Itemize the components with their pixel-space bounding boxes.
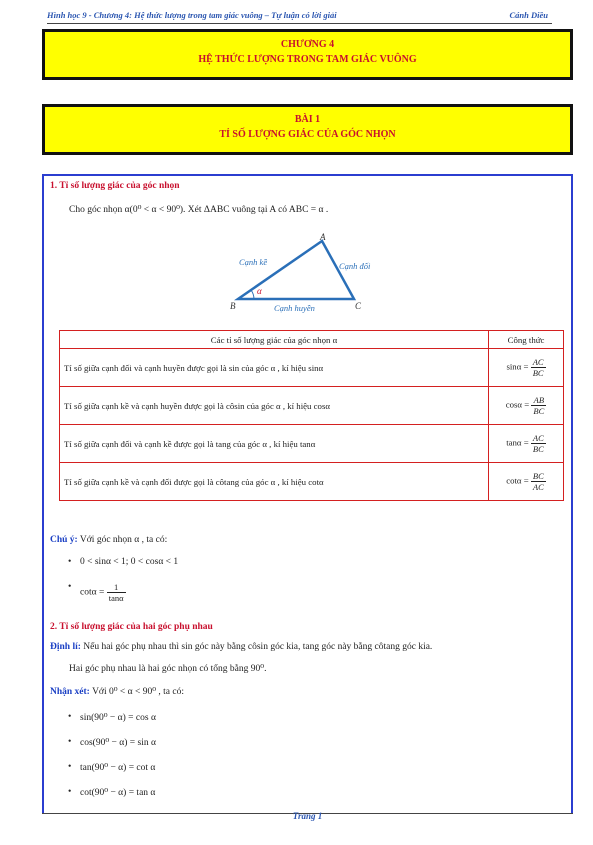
formula-item: • cot(90⁰ − α) = tan α [80,787,155,798]
label-hypotenuse: Cạnh huyền [274,303,315,313]
section2-title: 2. Tỉ số lượng giác của hai góc phụ nhau [50,622,213,632]
row-formula: cosα = $\frac{AB}{BC}$ [489,387,564,425]
page-number: Trang 1 [292,811,323,821]
angle-alpha: α [257,286,262,296]
note-bullet-2: • cotα = $\frac{1}{\tan\alpha}$ [80,582,126,603]
header-title: Hình học 9 - Chương 4: Hệ thức lượng trong tam giác vuông – Tự luận có lời giải [47,10,337,20]
lesson-banner [42,104,573,155]
formula-item: • tan(90⁰ − α) = cot α [80,762,155,773]
theorem-line: Định lí: Nếu hai góc phụ nhau thì sin góc này bằng côsin góc kia, tang góc này bằng côtang góc kia. [50,642,433,652]
theorem-label: Định lí: [50,642,81,652]
section1-title: 1. Tỉ số lượng giác của góc nhọn [50,181,180,191]
formula-item: • sin(90⁰ − α) = cos α [80,712,156,723]
row-formula: cotα = $\frac{BC}{AC}$ [489,463,564,501]
vertex-c: C [355,301,362,311]
header-publisher: Cánh Diều [509,10,548,20]
chapter-title: HỆ THỨC LƯỢNG TRONG TAM GIÁC VUÔNG [198,54,417,65]
vertex-a: A [320,232,326,242]
remark-line: Hai góc phụ nhau là hai góc nhọn có tổng bằng 90⁰. [69,664,267,674]
row-text: Tỉ số giữa cạnh kề và cạnh đối được gọi là côtang của góc α , kí hiệu cotα [60,463,489,501]
note-bullet-1: • 0 < sinα < 1; 0 < cosα < 1 [80,557,178,567]
content-frame [42,174,573,814]
label-adjacent: Cạnh kề [239,257,268,267]
row-text: Tỉ số giữa cạnh kề và cạnh huyền được gọi là côsin của góc α , kí hiệu cosα [60,387,489,425]
table-row [60,463,564,501]
table-header-ratio: Các tỉ số lượng giác của góc nhọn α [60,331,489,349]
lesson-number: BÀI 1 [294,114,321,125]
lesson-title: TỈ SỐ LƯỢNG GIÁC CỦA GÓC NHỌN [219,129,396,140]
chapter-number: CHƯƠNG 4 [280,39,335,50]
page-footer [42,811,573,821]
vertex-b: B [230,301,236,311]
table-row [60,425,564,463]
triangle-figure [224,231,394,316]
row-formula: sinα = $\frac{AC}{BC}$ [489,349,564,387]
observe-line: Nhận xét: Với 0⁰ < α < 90⁰ , ta có: [50,687,184,697]
label-opposite: Cạnh đối [339,261,371,271]
page-header [47,10,552,24]
observe-label: Nhận xét: [50,687,90,697]
formula-item: • cos(90⁰ − α) = sin α [80,737,156,748]
row-text: Tỉ số giữa cạnh đối và cạnh kề được gọi là tang của góc α , kí hiệu tanα [60,425,489,463]
chapter-banner [42,29,573,80]
table-header-formula: Công thức [489,331,564,349]
note-line: Chú ý: Với góc nhọn α , ta có: [50,535,168,545]
note-label: Chú ý: [50,535,78,545]
table-row [60,387,564,425]
table-row [60,349,564,387]
section1-intro: Cho góc nhọn α(0⁰ < α < 90⁰). Xét ΔABC vuông tại A có ABC = α . [69,205,329,215]
row-text: Tỉ số giữa cạnh đối và cạnh huyền được gọi là sin của góc α , kí hiệu sinα [60,349,489,387]
row-formula: tanα = $\frac{AC}{BC}$ [489,425,564,463]
trig-ratio-table [59,330,564,501]
